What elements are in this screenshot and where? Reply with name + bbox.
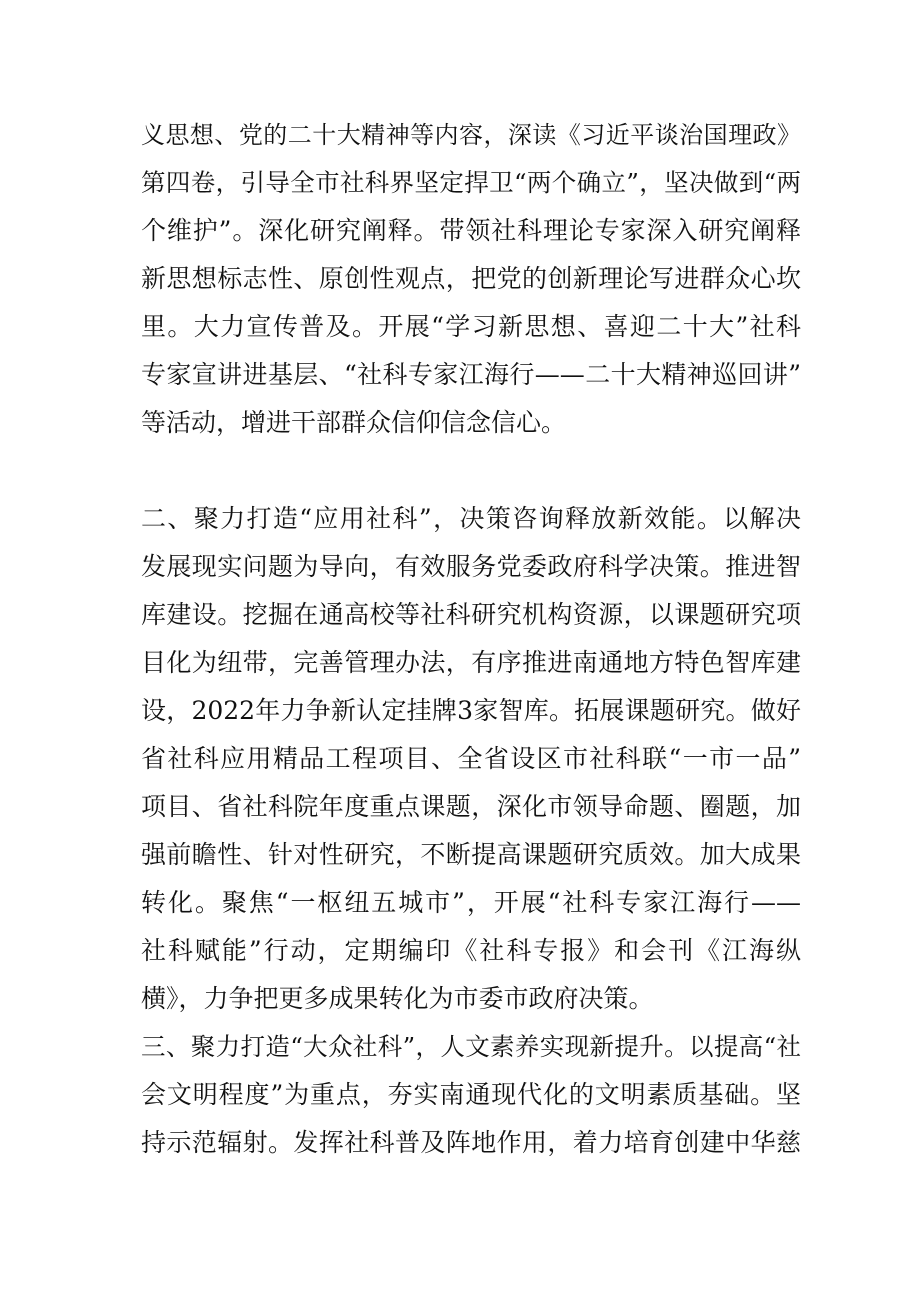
text-line-1: 义思想、党的二十大精神等内容，深读《习近平谈治国理政》: [141, 121, 801, 149]
text-line-2: 第四卷，引导全市社科界坚定捍卫“两个确立”，坚决做到“两: [141, 168, 801, 197]
text-line-15: 强前瞻性、针对性研究，不断提高课题研究质效。加大成果: [141, 840, 801, 869]
text-line-9: 发展现实问题为导向，有效服务党委政府科学决策。推进智: [141, 552, 801, 581]
text-line-18: 横》，力争把更多成果转化为市委市政府决策。: [141, 984, 654, 1013]
text-line-6: 专家宣讲进基层、“社科专家江海行——二十大精神巡回讲”: [141, 360, 801, 389]
text-line-20: 会文明程度”为重点，夯实南通现代化的文明素质基础。坚: [141, 1080, 801, 1109]
text-line-16: 转化。聚焦“一枢纽五城市”，开展“社科专家江海行——: [141, 888, 801, 917]
text-line-3: 个维护”。深化研究阐释。带领社科理论专家深入研究阐释: [141, 216, 801, 245]
text-line-17: 社科赋能”行动，定期编印《社科专报》和会刊《江海纵: [141, 936, 801, 965]
text-line-13: 省社科应用精品工程项目、全省设区市社科联“一市一品”: [141, 744, 801, 773]
text-line-8: 二、聚力打造“应用社科”，决策咨询释放新效能。以解决: [141, 504, 801, 533]
text-line-19: 三、聚力打造“大众社科”，人文素养实现新提升。以提高“社: [141, 1032, 801, 1061]
text-line-10: 库建设。挖掘在通高校等社科研究机构资源，以课题研究项: [141, 600, 801, 629]
text-line-5: 里。大力宣传普及。开展“学习新思想、喜迎二十大”社科: [141, 312, 801, 341]
text-line-14: 项目、省社科院年度重点课题，深化市领导命题、圈题，加: [141, 792, 801, 821]
text-line-12: 设，2022年力争新认定挂牌3家智库。拓展课题研究。做好: [141, 696, 801, 725]
text-line-21: 持示范辐射。发挥社科普及阵地作用，着力培育创建中华慈: [141, 1128, 801, 1157]
text-line-7: 等活动，增进干部群众信仰信念信心。: [141, 408, 567, 437]
text-line-11: 目化为纽带，完善管理办法，有序推进南通地方特色智库建: [141, 648, 801, 677]
text-line-4: 新思想标志性、原创性观点，把党的创新理论写进群众心坎: [141, 264, 801, 293]
